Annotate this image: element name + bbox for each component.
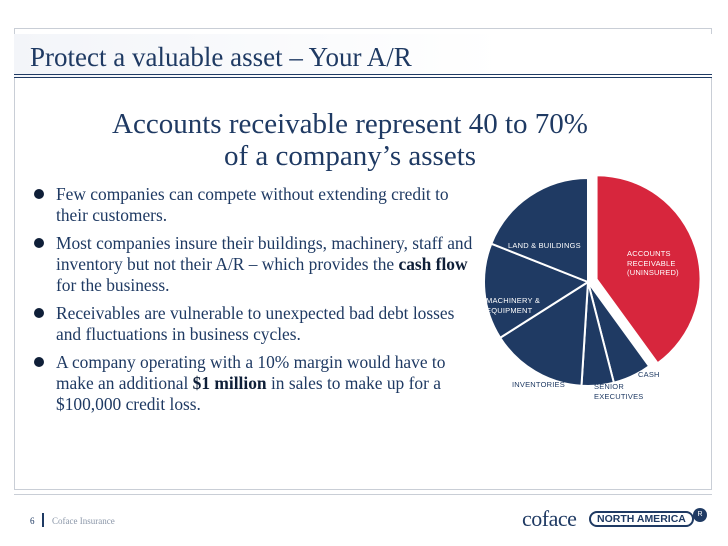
footer-separator — [42, 513, 44, 527]
bullet-item — [34, 233, 474, 296]
logo-badge-icon: R — [693, 508, 707, 522]
pie-label-line: SENIOR — [594, 382, 624, 391]
bullet-text: Few companies can compete without extending credit to their customers. — [56, 184, 449, 225]
bullet-item — [34, 352, 474, 415]
asset-pie-chart — [476, 172, 720, 412]
slide-title: Protect a valuable asset – Your A/R — [30, 42, 412, 72]
company-name: Coface Insurance — [52, 516, 115, 526]
bullet-item — [34, 184, 474, 226]
bullet-text-tail: in sales to make up for a $100,000 credit loss. — [56, 373, 441, 414]
logo-region-pill: NORTH AMERICA — [589, 511, 694, 527]
logo-wordmark: coface — [522, 506, 577, 531]
bullet-emphasis: $1 million — [192, 373, 267, 393]
bullet-dot-icon — [34, 357, 44, 367]
pie-label-line: ACCOUNTS — [627, 249, 671, 258]
pie-svg — [476, 172, 720, 412]
bullet-dot-icon — [34, 308, 44, 318]
bullet-text: Receivables are vulnerable to unexpected bad debt losses and fluctuations in business cycles. — [56, 303, 455, 344]
pie-label-line: EXECUTIVES — [594, 391, 644, 401]
bullet-text: Most companies insure their buildings, machinery, staff and inventory but not their A/R – which provides the — [56, 233, 473, 274]
pie-label-line: MACHINERY & — [486, 296, 541, 305]
headline-line-2: of a company’s assets — [223, 140, 477, 172]
bullet-text: A company operating with a 10% margin would have to make an additional — [56, 352, 446, 393]
pie-label-line: (UNINSURED) — [627, 268, 679, 277]
bullet-text-tail: for the business. — [56, 275, 170, 295]
pie-label-line: EQUIPMENT — [486, 305, 533, 315]
pie-label-inventories — [512, 380, 565, 390]
footer-divider — [14, 494, 712, 495]
pie-label-land-buildings — [508, 241, 581, 251]
pie-label-cash — [638, 370, 660, 380]
pie-label-line: INVENTORIES — [512, 380, 565, 389]
bullet-dot-icon — [34, 189, 44, 199]
pie-label-line: LAND & BUILDINGS — [508, 241, 581, 250]
page-number: 6 — [30, 516, 35, 526]
headline-line-1: Accounts receivable represent 40 to 70% — [112, 108, 588, 140]
bullet-list — [34, 184, 474, 422]
pie-label-line: RECEIVABLE — [627, 258, 676, 268]
bullet-item — [34, 303, 474, 345]
pie-label-accounts-receivable-uninsured — [627, 249, 679, 278]
pie-label-machinery-equipment — [486, 296, 540, 315]
pie-label-line: CASH — [638, 370, 660, 379]
bullet-dot-icon — [34, 238, 44, 248]
bullet-emphasis: cash flow — [398, 254, 468, 274]
pie-label-senior-executives — [594, 382, 644, 401]
headline — [60, 108, 640, 172]
